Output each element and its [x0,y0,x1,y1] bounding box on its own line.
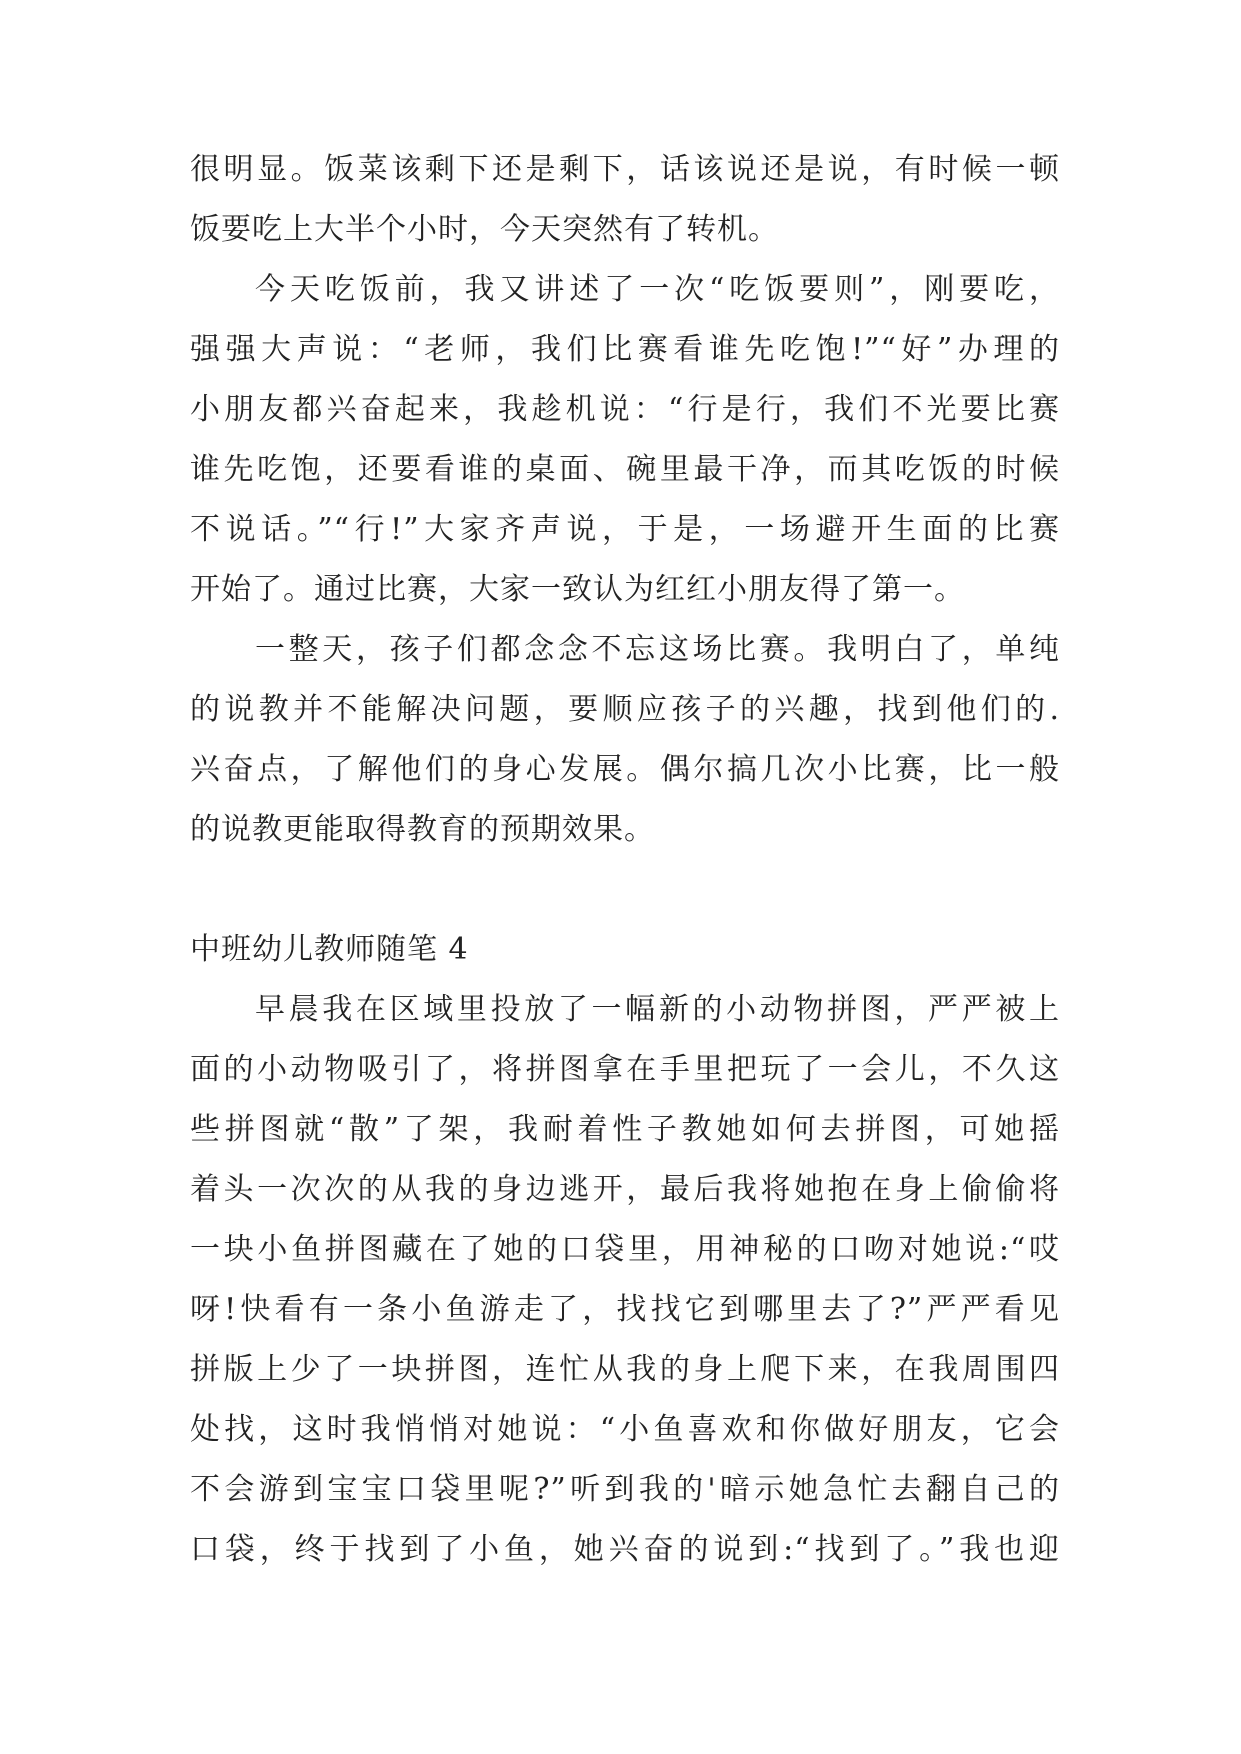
paragraph-line: 很明显。饭菜该剩下还是剩下，话该说还是说，有时候一顿 [190,152,1060,187]
paragraph-line: 一整天，孩子们都念念不忘这场比赛。我明白了，单纯 [255,632,1060,667]
paragraph-line: 着头一次次的从我的身边逃开，最后我将她抱在身上偷偷将 [190,1172,1060,1207]
paragraph-line: 不会游到宝宝口袋里呢?”听到我的'暗示她急忙去翻自己的 [190,1472,1060,1507]
paragraph-line: 拼版上少了一块拼图，连忙从我的身上爬下来，在我周围四 [190,1352,1060,1387]
paragraph-line: 强强大声说：“老师，我们比赛看谁先吃饱!”“好”办理的 [190,332,1060,367]
paragraph-line: 呀!快看有一条小鱼游走了，找找它到哪里去了?”严严看见 [190,1292,1060,1327]
paragraph-line: 小朋友都兴奋起来，我趁机说：“行是行，我们不光要比赛 [190,392,1060,427]
paragraph-line: 不说话。”“行!”大家齐声说，于是，一场避开生面的比赛 [190,512,1060,547]
paragraph-line: 的说教并不能解决问题，要顺应孩子的兴趣，找到他们的. [190,692,1060,727]
paragraph-line: 口袋，终于找到了小鱼，她兴奋的说到:“找到了。”我也迎 [190,1532,1060,1567]
paragraph-line: 一块小鱼拼图藏在了她的口袋里，用神秘的口吻对她说:“哎 [190,1232,1060,1267]
paragraph-line: 饭要吃上大半个小时，今天突然有了转机。 [190,212,779,247]
paragraph-line: 早晨我在区域里投放了一幅新的小动物拼图，严严被上 [255,992,1060,1027]
paragraph-line: 处找，这时我悄悄对她说：“小鱼喜欢和你做好朋友，它会 [190,1412,1060,1447]
paragraph-line: 兴奋点，了解他们的身心发展。偶尔搞几次小比赛，比一般 [190,752,1060,787]
paragraph-line: 谁先吃饱，还要看谁的桌面、碗里最干净，而其吃饭的时候 [190,452,1060,487]
paragraph-line: 面的小动物吸引了，将拼图拿在手里把玩了一会儿，不久这 [190,1052,1060,1087]
paragraph-line: 的说教更能取得教育的预期效果。 [190,812,655,847]
paragraph-line: 今天吃饭前，我又讲述了一次“吃饭要则”，刚要吃， [255,272,1060,307]
paragraph-line: 开始了。通过比赛，大家一致认为红红小朋友得了第一。 [190,572,965,607]
section-title: 中班幼儿教师随笔 4 [190,932,469,967]
paragraph-line: 些拼图就“散”了架，我耐着性子教她如何去拼图，可她摇 [190,1112,1060,1147]
